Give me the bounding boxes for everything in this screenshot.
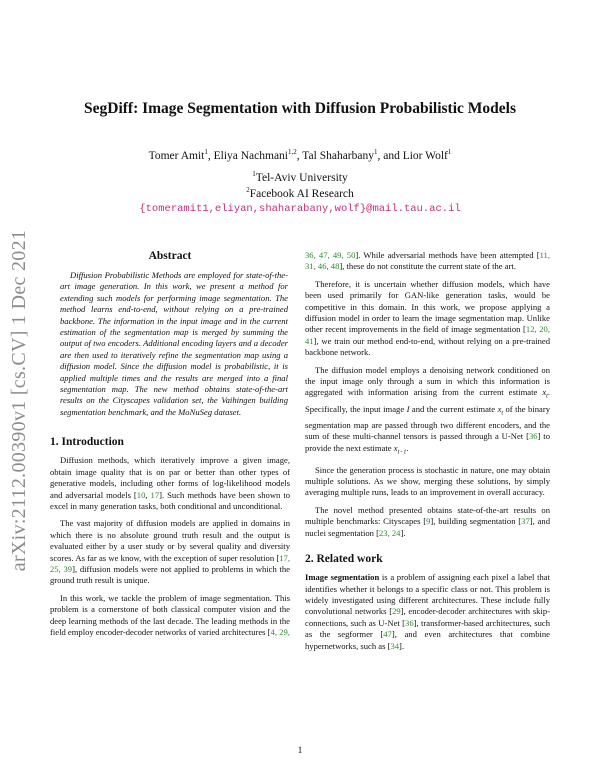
citation-link[interactable]: 36 xyxy=(405,617,414,628)
intro-paragraph: 36, 47, 49, 50]. While adversarial methods have been attempted [11, 31, 46, 48], these do not constitute the current state of the art. xyxy=(305,250,550,272)
intro-paragraph: In this work, we tackle the problem of image segmentation. This problem is a cornerstone of both classical computer vision and the deep learning methods of the last decade. The leading methods in the field employ encoder-decoder networks of varied architectures [4, 29, xyxy=(50,592,290,637)
section-heading-introduction: 1. Introduction xyxy=(50,436,124,449)
intro-paragraph: Therefore, it is uncertain whether diffusion models, which have been used primarily for GAN-like generation tasks, would be competitive in this domain. In this work, we propose applying a diffusion model in order to learn the image segmentation map. Unlike other recent improvements in the field of image segmentation [12, 20, 41], we train our method end-to-end, without relying on a pre-trained backbone network. xyxy=(305,278,550,358)
citation-link[interactable]: 36 xyxy=(528,431,538,442)
abstract-text: Diffusion Probabilistic Methods are employed for state-of-the-art image generation. In this work, we present a method for extending such models for performing image segmentation. The method learns end-to-end, without relying on a pre-trained backbone. The information in the input image and in the current estimation of the segmentation map is merged by summing the output of two encoders. Additional encoding layers and a decoder are then used to iteratively refine the segmentation map using a diffusion model. Since the diffusion model is probabilistic, it is applied multiple times and the results are merged into a final segmentation map. The new method obtains state-of-the-art results on the Cityscapes validation set, the Vaihingen building segmentation benchmark, and the MoNuSeg dataset. xyxy=(60,270,288,417)
citation-link[interactable]: 17 xyxy=(150,489,160,500)
intro-paragraph: The vast majority of diffusion models are applied in domains in which there is no absolute ground truth result and the output is evaluated either by a user study or by several quality and diversity scores. As far as we know, with the exception of super resolution [17, 25, 39], diffusion models were not applied to problems in which the ground truth result is unique. xyxy=(50,518,290,586)
abstract-heading: Abstract xyxy=(148,250,192,262)
citation-link[interactable]: 23, 24 xyxy=(378,527,401,538)
citation-link[interactable]: 10 xyxy=(136,489,146,500)
citation-link[interactable]: 4, 29, xyxy=(270,626,290,637)
citation-link[interactable]: 11, 31, 46, 48 xyxy=(305,250,550,272)
right-column xyxy=(305,250,550,658)
intro-paragraph: The diffusion model employs a denoising network conditioned on the input image only through a sum in which this information is aggregated with information arising from the current estimate $x_t$. Specifically, the input image I and the current estimate $x_t$ of the binary segmentation map are passed through two different encoders, and the sum of these multi-channel tensors is passed through a U-Net [36] to provide the next estimate $x_{t-1}$. xyxy=(305,364,551,456)
citation-link[interactable]: 34 xyxy=(390,640,400,651)
author-name: , and Lior Wolf xyxy=(377,150,448,162)
author-name: Tomer Amit xyxy=(148,150,205,162)
citation-link[interactable]: 36, 47, 49, 50 xyxy=(305,250,356,260)
citation-link[interactable]: 12, 20, 41 xyxy=(305,324,550,346)
intro-paragraph: Since the generation process is stochastic in nature, one may obtain multiple solutions. As we show, merging these solutions, by simply averaging multiple runs, leads to an improvement in overall accuracy. xyxy=(305,464,550,498)
author-affiliation-mark: 1 xyxy=(204,148,208,157)
intro-paragraph: Diffusion methods, which iteratively improve a given image, obtain image quality that is on par or better than other types of generative models, including other forms of log-likelihood models and adversarial models [10, 17]. Such methods have been shown to excel in many generation tasks, both conditional and unconditional. xyxy=(50,455,291,511)
section-heading-related-work: 2. Related work xyxy=(305,553,383,566)
author-email[interactable]: {tomeramit1,eliyan,shaharabany,wolf}@mail.tau.ac.il xyxy=(139,203,461,215)
affiliation-1: $^1$Tel-Aviv University xyxy=(252,170,348,184)
author-list xyxy=(0,150,600,162)
citation-link[interactable]: 29 xyxy=(392,606,401,617)
page-number: 1 xyxy=(297,746,303,756)
citation-link[interactable]: 47 xyxy=(383,629,392,640)
intro-paragraph: The novel method presented obtains state-of-the-art results on multiple benchmarks: Cityscapes [9], building segmentation [37], and nuclei segmentation [23, 24]. xyxy=(305,504,550,538)
author-affiliation-mark: 1,2 xyxy=(288,148,297,157)
citation-link[interactable]: 17, 25, 39 xyxy=(50,552,290,574)
author-name: , Eliya Nachmani xyxy=(207,150,288,162)
citation-link[interactable]: 9 xyxy=(426,516,431,527)
affiliation-2: $^2$Facebook AI Research xyxy=(246,186,354,200)
citation-link[interactable]: 37 xyxy=(521,516,530,527)
left-column xyxy=(50,250,290,644)
related-paragraph: Image segmentation is a problem of assigning each pixel a label that identifies whether it belongs to a specific class or not. This problem is widely investigated using different architectures. These include fully convolutional networks [29], encoder-decoder architectures with skip-connections, such as U-Net [36], transformer-based architectures, such as the segformer [47], and even architectures that combine hypernetworks, such as [34]. xyxy=(305,572,551,651)
author-affiliation-mark: 1 xyxy=(447,148,452,157)
author-name: , Tal Shaharbany xyxy=(296,150,374,162)
author-affiliation-mark: 1 xyxy=(373,148,378,157)
arxiv-stamp: arXiv:2112.00390v1 [cs.CV] 1 Dec 2021 xyxy=(8,229,31,571)
paper-title: SegDiff: Image Segmentation with Diffusion Probabilistic Models xyxy=(84,100,516,117)
